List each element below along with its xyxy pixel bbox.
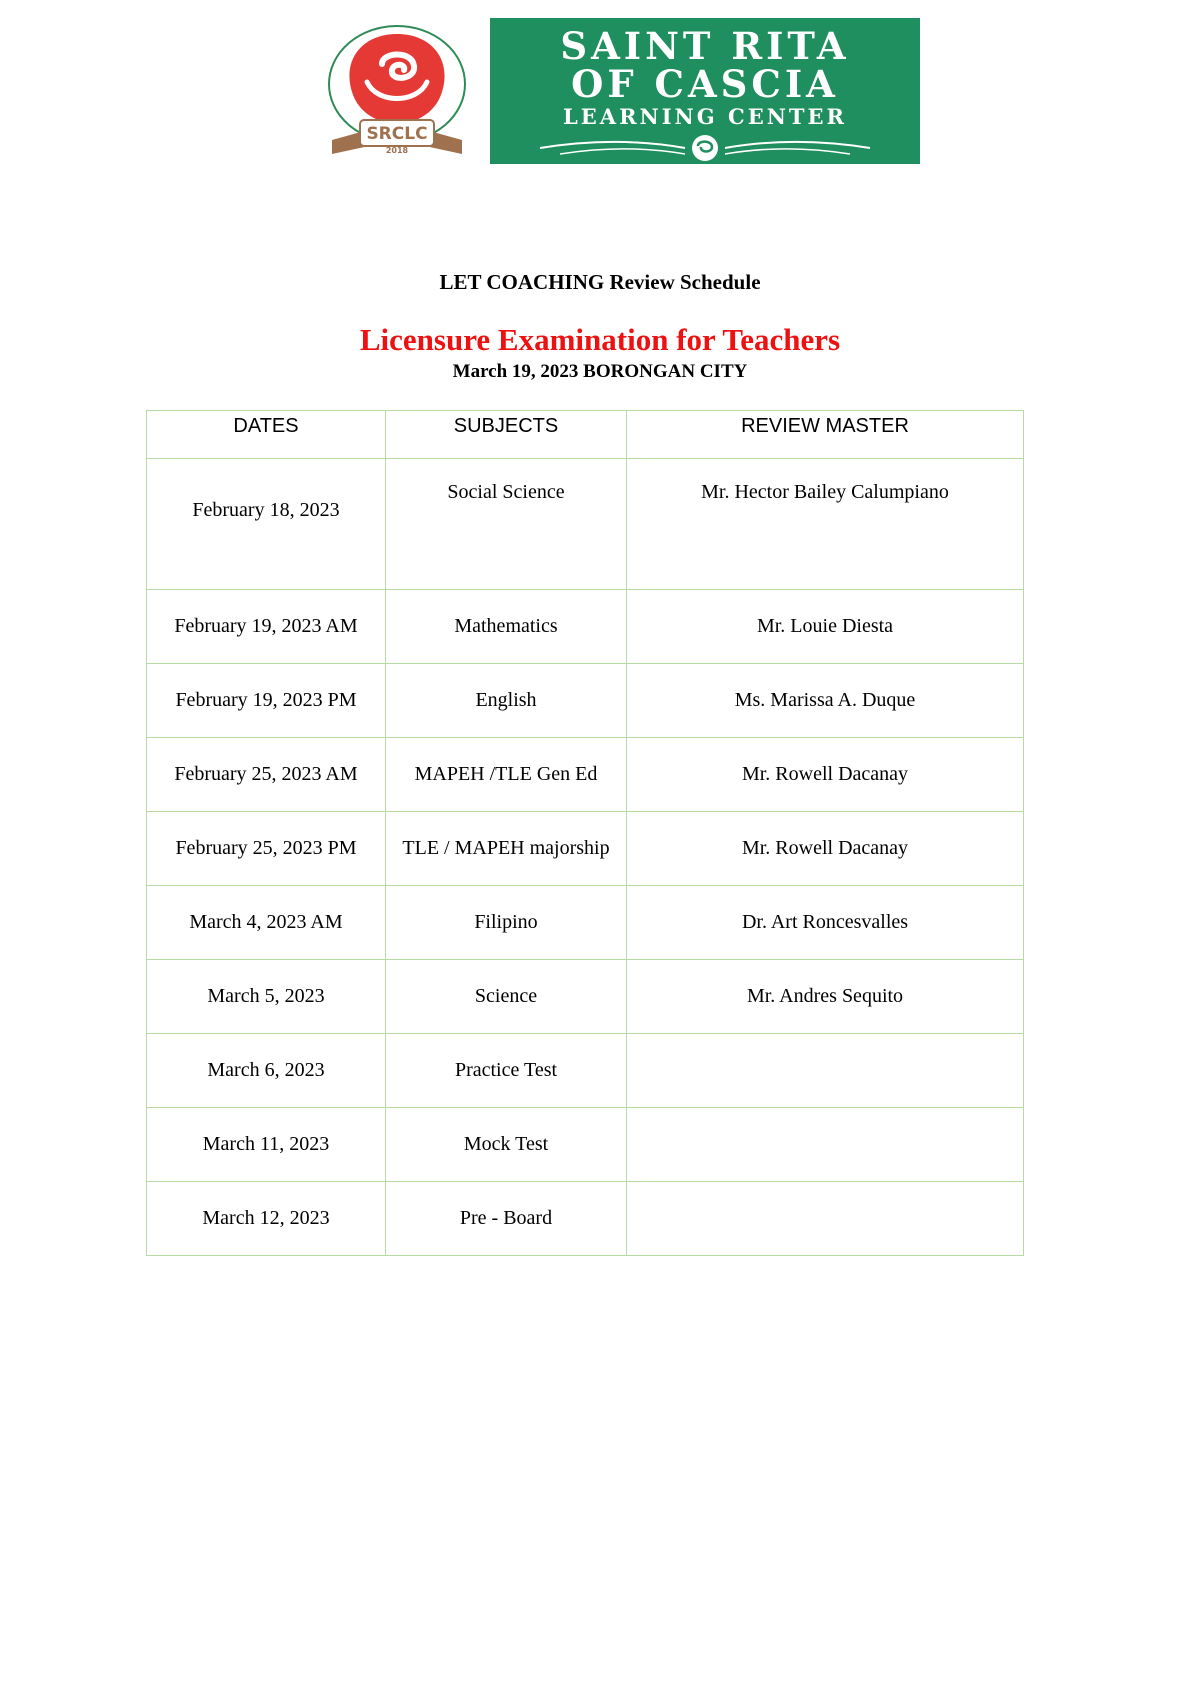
date-cell: February 19, 2023 PM bbox=[147, 664, 386, 738]
table-row bbox=[147, 960, 1024, 1034]
subject-cell: Filipino bbox=[386, 886, 627, 960]
banner-line-3: LEARNING CENTER bbox=[563, 104, 847, 129]
date-cell: February 18, 2023 bbox=[147, 459, 386, 590]
saint-rita-banner-logo bbox=[490, 18, 920, 164]
column-header-dates: DATES bbox=[147, 411, 386, 459]
date-cell: February 25, 2023 AM bbox=[147, 738, 386, 812]
date-cell: March 11, 2023 bbox=[147, 1108, 386, 1182]
date-cell: March 4, 2023 AM bbox=[147, 886, 386, 960]
table-header-row bbox=[147, 411, 1024, 459]
emblem-text: SRCLC bbox=[366, 124, 428, 144]
date-cell: March 6, 2023 bbox=[147, 1034, 386, 1108]
table-row bbox=[147, 590, 1024, 664]
subject-cell: Pre - Board bbox=[386, 1182, 627, 1256]
table-row bbox=[147, 886, 1024, 960]
rose-ornament-icon bbox=[530, 130, 880, 164]
banner-line-2: OF CASCIA bbox=[571, 62, 839, 106]
review-schedule-table bbox=[146, 410, 1024, 1256]
review-master-cell: Mr. Rowell Dacanay bbox=[627, 812, 1024, 886]
column-header-review-master: REVIEW MASTER bbox=[627, 411, 1024, 459]
table-row bbox=[147, 664, 1024, 738]
subject-cell: Practice Test bbox=[386, 1034, 627, 1108]
review-master-cell: Mr. Hector Bailey Calumpiano bbox=[627, 459, 1024, 590]
table-row bbox=[147, 812, 1024, 886]
document-title: LET COACHING Review Schedule bbox=[439, 270, 761, 294]
date-cell: March 5, 2023 bbox=[147, 960, 386, 1034]
review-master-cell: Ms. Marissa A. Duque bbox=[627, 664, 1024, 738]
review-master-cell: Dr. Art Roncesvalles bbox=[627, 886, 1024, 960]
table-row bbox=[147, 1108, 1024, 1182]
review-master-cell: Mr. Andres Sequito bbox=[627, 960, 1024, 1034]
subject-cell: Science bbox=[386, 960, 627, 1034]
emblem-year: 2018 bbox=[385, 146, 409, 155]
subject-cell: TLE / MAPEH majorship bbox=[386, 812, 627, 886]
document-subheading: March 19, 2023 BORONGAN CITY bbox=[452, 361, 748, 382]
subject-cell: Mathematics bbox=[386, 590, 627, 664]
subject-cell: Mock Test bbox=[386, 1108, 627, 1182]
srclc-emblem-logo bbox=[312, 22, 482, 167]
table-row bbox=[147, 459, 1024, 590]
date-cell: February 19, 2023 AM bbox=[147, 590, 386, 664]
table-row bbox=[147, 1182, 1024, 1256]
subject-cell: MAPEH /TLE Gen Ed bbox=[386, 738, 627, 812]
subject-cell: Social Science bbox=[386, 459, 627, 590]
subject-cell: English bbox=[386, 664, 627, 738]
table-row bbox=[147, 1034, 1024, 1108]
review-master-cell: Mr. Rowell Dacanay bbox=[627, 738, 1024, 812]
review-master-cell bbox=[627, 1182, 1024, 1256]
date-cell: March 12, 2023 bbox=[147, 1182, 386, 1256]
table-row bbox=[147, 738, 1024, 812]
document-heading: Licensure Examination for Teachers bbox=[359, 322, 841, 357]
column-header-subjects: SUBJECTS bbox=[386, 411, 627, 459]
banner-line-1: SAINT RITA bbox=[560, 24, 850, 68]
review-master-cell: Mr. Louie Diesta bbox=[627, 590, 1024, 664]
review-master-cell bbox=[627, 1034, 1024, 1108]
date-cell: February 25, 2023 PM bbox=[147, 812, 386, 886]
review-master-cell bbox=[627, 1108, 1024, 1182]
